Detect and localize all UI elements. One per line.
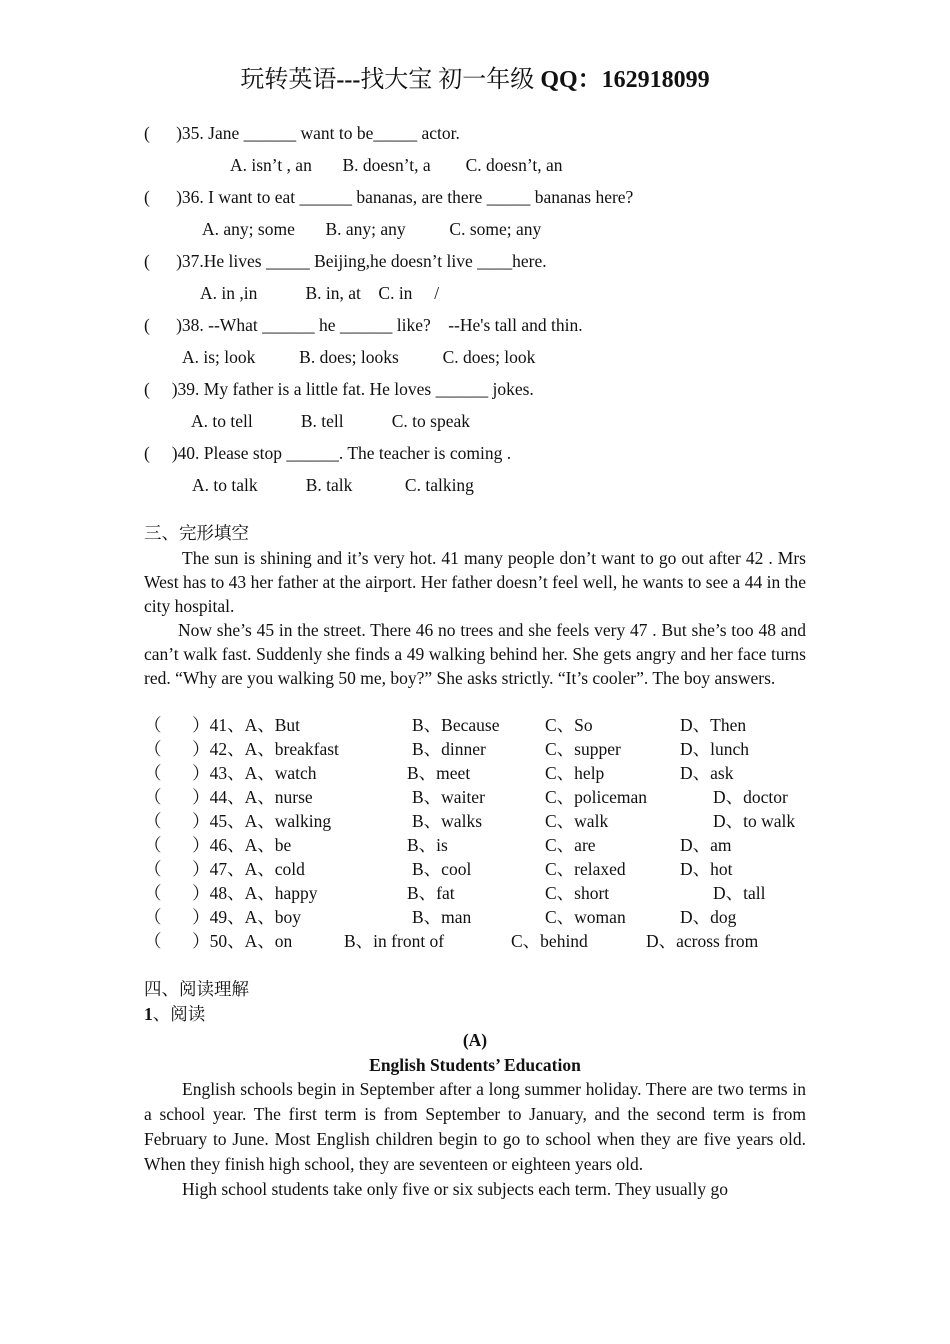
cloze-option-c: C、policeman	[545, 787, 648, 807]
question-40: ( )40. Please stop ______. The teacher is coming .	[144, 443, 512, 463]
question-39: ( )39. My father is a little fat. He loves ______ jokes.	[144, 379, 534, 399]
question-38: ( )38. --What ______ he ______ like? --He's tall and thin.	[144, 315, 583, 335]
cloze-paragraph-2: Now she’s 45 in the street. There 46 no trees and she feels very 47 . But she’s too 48 and can’t walk fast. Suddenly she finds a 49 walking behind her. She gets angry and her face turns red. “Why are you walking 50 me, boy?” She asks strictly. “It’s cooler”. The boy answers.	[144, 620, 806, 688]
cloze-option-c: C、So	[545, 715, 593, 735]
cloze-option-b: B、fat	[407, 883, 455, 903]
cloze-option-b: B、cool	[412, 859, 472, 879]
cloze-option-row	[144, 737, 844, 761]
cloze-question: （ ）41、A、But	[144, 715, 301, 735]
passage-label: (A)	[462, 1030, 488, 1050]
header-qq: QQ：162918099	[540, 67, 710, 93]
cloze-option-d: D、lunch	[680, 739, 750, 759]
question-38-options: A. is; look B. does; looks C. does; look	[182, 347, 536, 367]
cloze-question: （ ）50、A、on	[144, 931, 293, 951]
cloze-option-row	[144, 713, 844, 737]
cloze-question: （ ）45、A、walking	[144, 811, 332, 831]
section-4-title: 四、阅读理解	[144, 979, 249, 999]
cloze-option-d: D、tall	[713, 883, 766, 903]
header-separator: ---	[336, 67, 361, 93]
question-36-options: A. any; some B. any; any C. some; any	[202, 219, 542, 239]
question-40-options: A. to talk B. talk C. talking	[192, 475, 474, 495]
cloze-option-b: B、Because	[412, 715, 500, 735]
cloze-option-b: B、dinner	[412, 739, 486, 759]
cloze-option-d: D、across from	[646, 931, 759, 951]
page-header	[0, 64, 950, 96]
cloze-option-row	[144, 785, 844, 809]
cloze-option-c: C、supper	[545, 739, 621, 759]
cloze-passage	[144, 546, 806, 690]
section-3-title: 三、完形填空	[144, 523, 249, 543]
cloze-option-b: B、walks	[412, 811, 482, 831]
cloze-question: （ ）49、A、boy	[144, 907, 302, 927]
reading-passage	[144, 1077, 806, 1202]
cloze-option-c: C、are	[545, 835, 596, 855]
question-36: ( )36. I want to eat ______ bananas, are there _____ bananas here?	[144, 187, 634, 207]
cloze-option-b: B、is	[407, 835, 448, 855]
cloze-option-row	[144, 905, 844, 929]
cloze-question: （ ）42、A、breakfast	[144, 739, 339, 759]
cloze-option-b: B、meet	[407, 763, 471, 783]
cloze-option-b: B、waiter	[412, 787, 485, 807]
cloze-option-row	[144, 833, 844, 857]
question-37-options: A. in ,in B. in, at C. in /	[200, 283, 440, 303]
cloze-option-c: C、walk	[545, 811, 609, 831]
question-39-options: A. to tell B. tell C. to speak	[191, 411, 471, 431]
reading-paragraph-2: High school students take only five or six subjects each term. They usually go	[182, 1179, 728, 1199]
cloze-option-d: D、to walk	[713, 811, 796, 831]
cloze-option-d: D、ask	[680, 763, 734, 783]
cloze-option-b: B、in front of	[344, 931, 445, 951]
question-37: ( )37.He lives _____ Beijing,he doesn’t live ____here.	[144, 251, 547, 271]
reading-subsection-title	[144, 1002, 205, 1026]
reading-paragraph-1: English schools begin in September after a long summer holiday. There are two terms in a school year. The first term is from September to January, and the second term is from February to June. Most English children begin to go to school when they are five years old. When they finish high school, they are seventeen or eighteen years old.	[144, 1079, 806, 1174]
cloze-option-c: C、help	[545, 763, 605, 783]
cloze-option-row	[144, 809, 844, 833]
cloze-option-c: C、behind	[511, 931, 588, 951]
passage-heading: English Students’ Education	[369, 1055, 581, 1075]
cloze-option-row	[144, 881, 844, 905]
reading-subsection-number: 1	[144, 1004, 153, 1024]
question-35: ( )35. Jane ______ want to be_____ actor.	[144, 123, 460, 143]
reading-subsection-text: 、阅读	[152, 1004, 206, 1024]
cloze-option-row	[144, 929, 844, 953]
cloze-question: （ ）43、A、watch	[144, 763, 317, 783]
cloze-question: （ ）48、A、happy	[144, 883, 318, 903]
cloze-question: （ ）46、A、be	[144, 835, 292, 855]
header-grade: 找大宝 初一年级	[360, 67, 541, 93]
cloze-option-row	[144, 761, 844, 785]
cloze-option-c: C、short	[545, 883, 610, 903]
cloze-option-row	[144, 857, 844, 881]
cloze-option-d: D、Then	[680, 715, 747, 735]
header-title-cn: 玩转英语	[240, 67, 337, 93]
cloze-option-c: C、woman	[545, 907, 626, 927]
cloze-option-b: B、man	[412, 907, 472, 927]
cloze-option-d: D、doctor	[713, 787, 788, 807]
cloze-option-c: C、relaxed	[545, 859, 626, 879]
cloze-question: （ ）44、A、nurse	[144, 787, 313, 807]
cloze-option-d: D、dog	[680, 907, 737, 927]
cloze-paragraph-1: The sun is shining and it’s very hot. 41 many people don’t want to go out after 42 . Mrs West has to 43 her father at the airport. Her father doesn’t feel well, he wants to see a 44 in the city hospital.	[144, 548, 806, 616]
cloze-option-d: D、hot	[680, 859, 733, 879]
question-35-options: A. isn’t , an B. doesn’t, a C. doesn’t, an	[230, 155, 563, 175]
cloze-question: （ ）47、A、cold	[144, 859, 305, 879]
cloze-option-d: D、am	[680, 835, 732, 855]
